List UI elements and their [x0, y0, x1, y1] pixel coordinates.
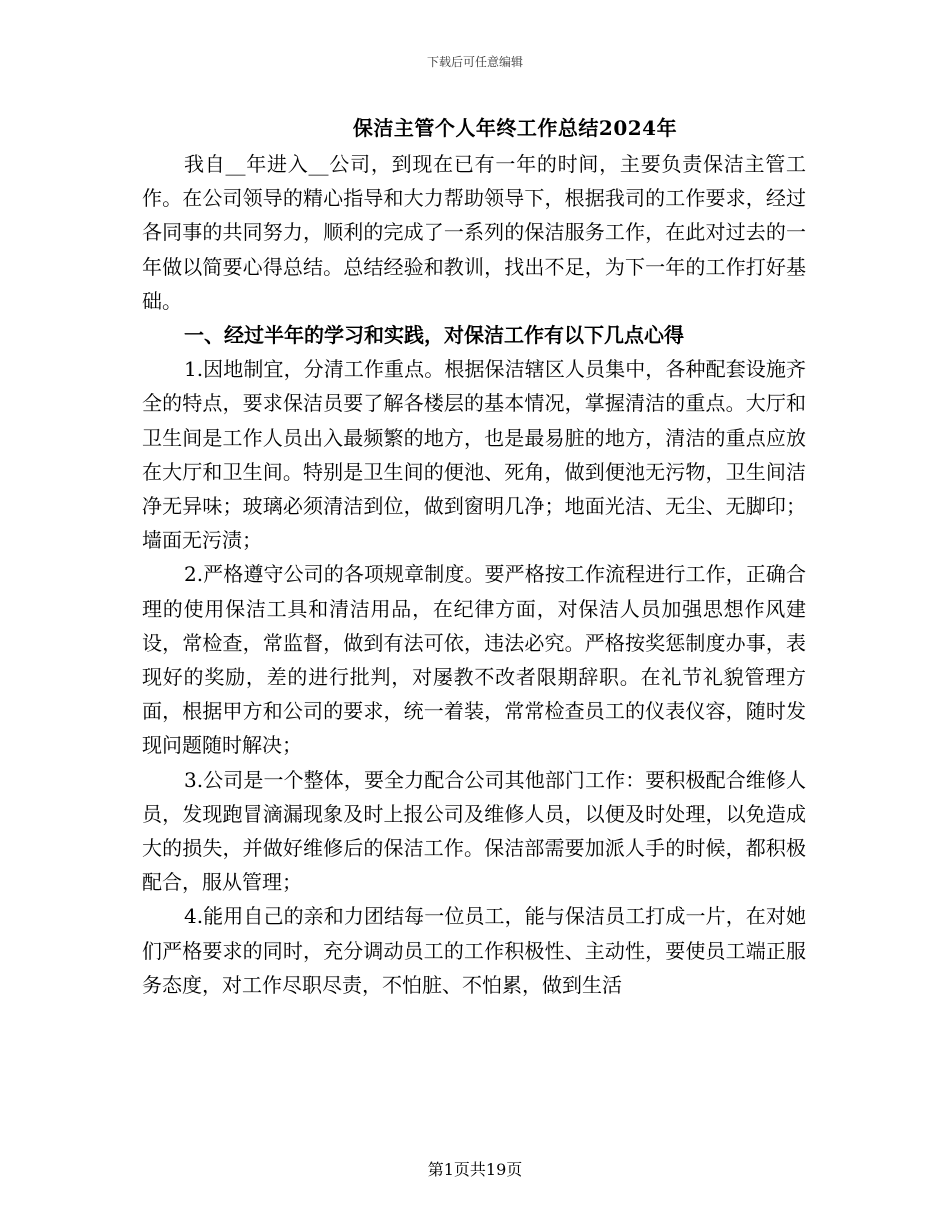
document-body [142, 147, 806, 1002]
list-item: 3.公司是一个整体，要全力配合公司其他部门工作：要积极配合维修人员，发现跑冒滴漏现象及时上报公司及维修人员，以便及时处理，以免造成大的损失，并做好维修后的保洁工作。保洁部需要加派人手的时候，都积极配合，服从管理； [142, 767, 806, 895]
document-title: 保洁主管个人年终工作总结2024年 [352, 116, 678, 140]
list-item: 2.严格遵守公司的各项规章制度。要严格按工作流程进行工作，正确合理的使用保洁工具和清洁用品，在纪律方面，对保洁人员加强思想作风建设，常检查，常监督，做到有法可依，违法必究。严格按奖惩制度办事，表现好的奖励，差的进行批判，对屡教不改者限期辞职。在礼节礼貌管理方面，根据甲方和公司的要求，统一着装，常常检查员工的仪表仪容，随时发现问题随时解决； [142, 562, 806, 758]
header-note: 下载后可任意编辑 [426, 55, 523, 69]
section-heading: 一、经过半年的学习和实践，对保洁工作有以下几点心得 [184, 323, 684, 348]
page-number: 第1页共19页 [427, 1160, 523, 1179]
list-item: 1.因地制宜，分清工作重点。根据保洁辖区人员集中，各种配套设施齐全的特点，要求保洁员要了解各楼层的基本情况，掌握清洁的重点。大厅和卫生间是工作人员出入最频繁的地方，也是最易脏的地方，清洁的重点应放在大厅和卫生间。特别是卫生间的便池、死角，做到便池无污物，卫生间洁净无异味；玻璃必须清洁到位，做到窗明几净；地面光洁、无尘、无脚印；墙面无污渍； [142, 357, 806, 553]
intro-paragraph: 我自__年进入__公司，到现在已有一年的时间，主要负责保洁主管工作。在公司领导的精心指导和大力帮助领导下，根据我司的工作要求，经过各同事的共同努力，顺利的完成了一系列的保洁服务工作，在此对过去的一年做以简要心得总结。总结经验和教训，找出不足，为下一年的工作打好基础。 [142, 152, 806, 313]
list-item: 4.能用自己的亲和力团结每一位员工，能与保洁员工打成一片，在对她们严格要求的同时，充分调动员工的工作积极性、主动性，要使员工端正服务态度，对工作尽职尽责，不怕脏、不怕累，做到生活 [142, 904, 806, 997]
